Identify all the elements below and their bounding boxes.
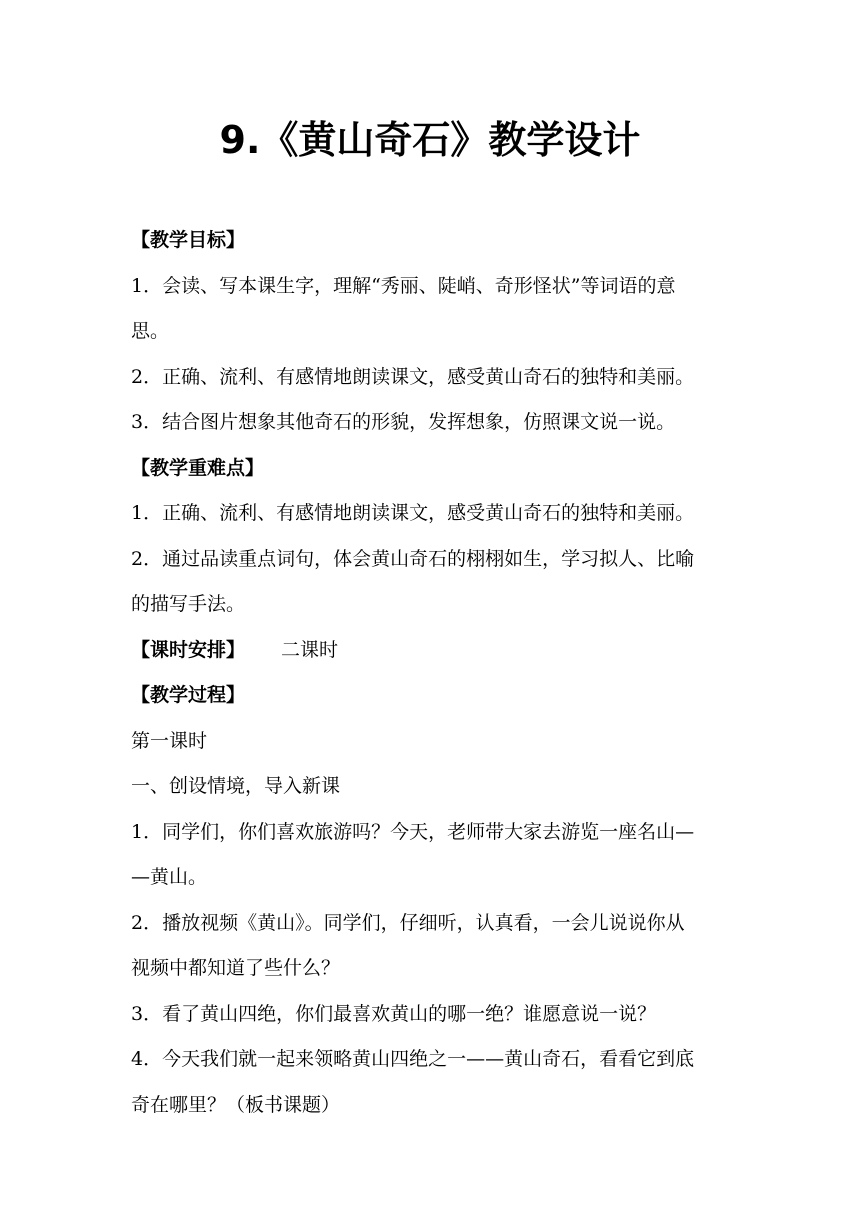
process-line-3: 1．同学们，你们喜欢旅游吗？今天，老师带大家去游览一座名山— — [131, 820, 695, 843]
objectives-heading: 【教学目标】 — [131, 229, 246, 251]
process-line-8: 4．今天我们就一起来领略黄山四绝之一——黄山奇石，看看它到底 — [131, 1048, 695, 1070]
objective-line-1: 1．会读、写本课生字，理解“秀丽、陡峭、奇形怪状”等词语的意 — [131, 274, 676, 297]
schedule-row — [131, 628, 736, 674]
key-point-line-2: 2．通过品读重点词句，体会黄山奇石的栩栩如生，学习拟人、比喻 — [131, 547, 695, 570]
schedule-value: 二课时 — [281, 638, 339, 661]
process-line-7: 3．看了黄山四绝，你们最喜欢黄山的哪一绝？谁愿意说一说？ — [131, 1002, 657, 1025]
objective-line-3: 3．结合图片想象其他奇石的形貌，发挥想象，仿照课文说一说。 — [131, 411, 676, 433]
key-points-heading: 【教学重难点】 — [131, 456, 265, 479]
objective-line-2: 2．正确、流利、有感情地朗读课文，感受黄山奇石的独特和美丽。 — [131, 365, 695, 388]
process-line-9: 奇在哪里？（板书课题） — [131, 1093, 341, 1116]
schedule-heading: 【课时安排】 — [131, 638, 246, 661]
process-line-4: —黄山。 — [131, 866, 208, 888]
document-body — [131, 218, 736, 1128]
process-line-2: 一、创设情境，导入新课 — [131, 775, 341, 797]
key-point-line-1: 1．正确、流利、有感情地朗读课文，感受黄山奇石的独特和美丽。 — [131, 502, 695, 524]
key-point-line-2-cont: 的描写手法。 — [131, 593, 246, 615]
objective-line-1-cont: 思。 — [131, 320, 170, 342]
process-line-5: 2．播放视频《黄山》。同学们，仔细听，认真看，一会儿说说你从 — [131, 911, 685, 934]
process-heading: 【教学过程】 — [131, 684, 246, 706]
process-line-6: 视频中都知道了些什么？ — [131, 957, 341, 979]
document-title: 9.《黄山奇石》教学设计 — [219, 118, 641, 162]
process-line-1: 第一课时 — [131, 729, 208, 752]
